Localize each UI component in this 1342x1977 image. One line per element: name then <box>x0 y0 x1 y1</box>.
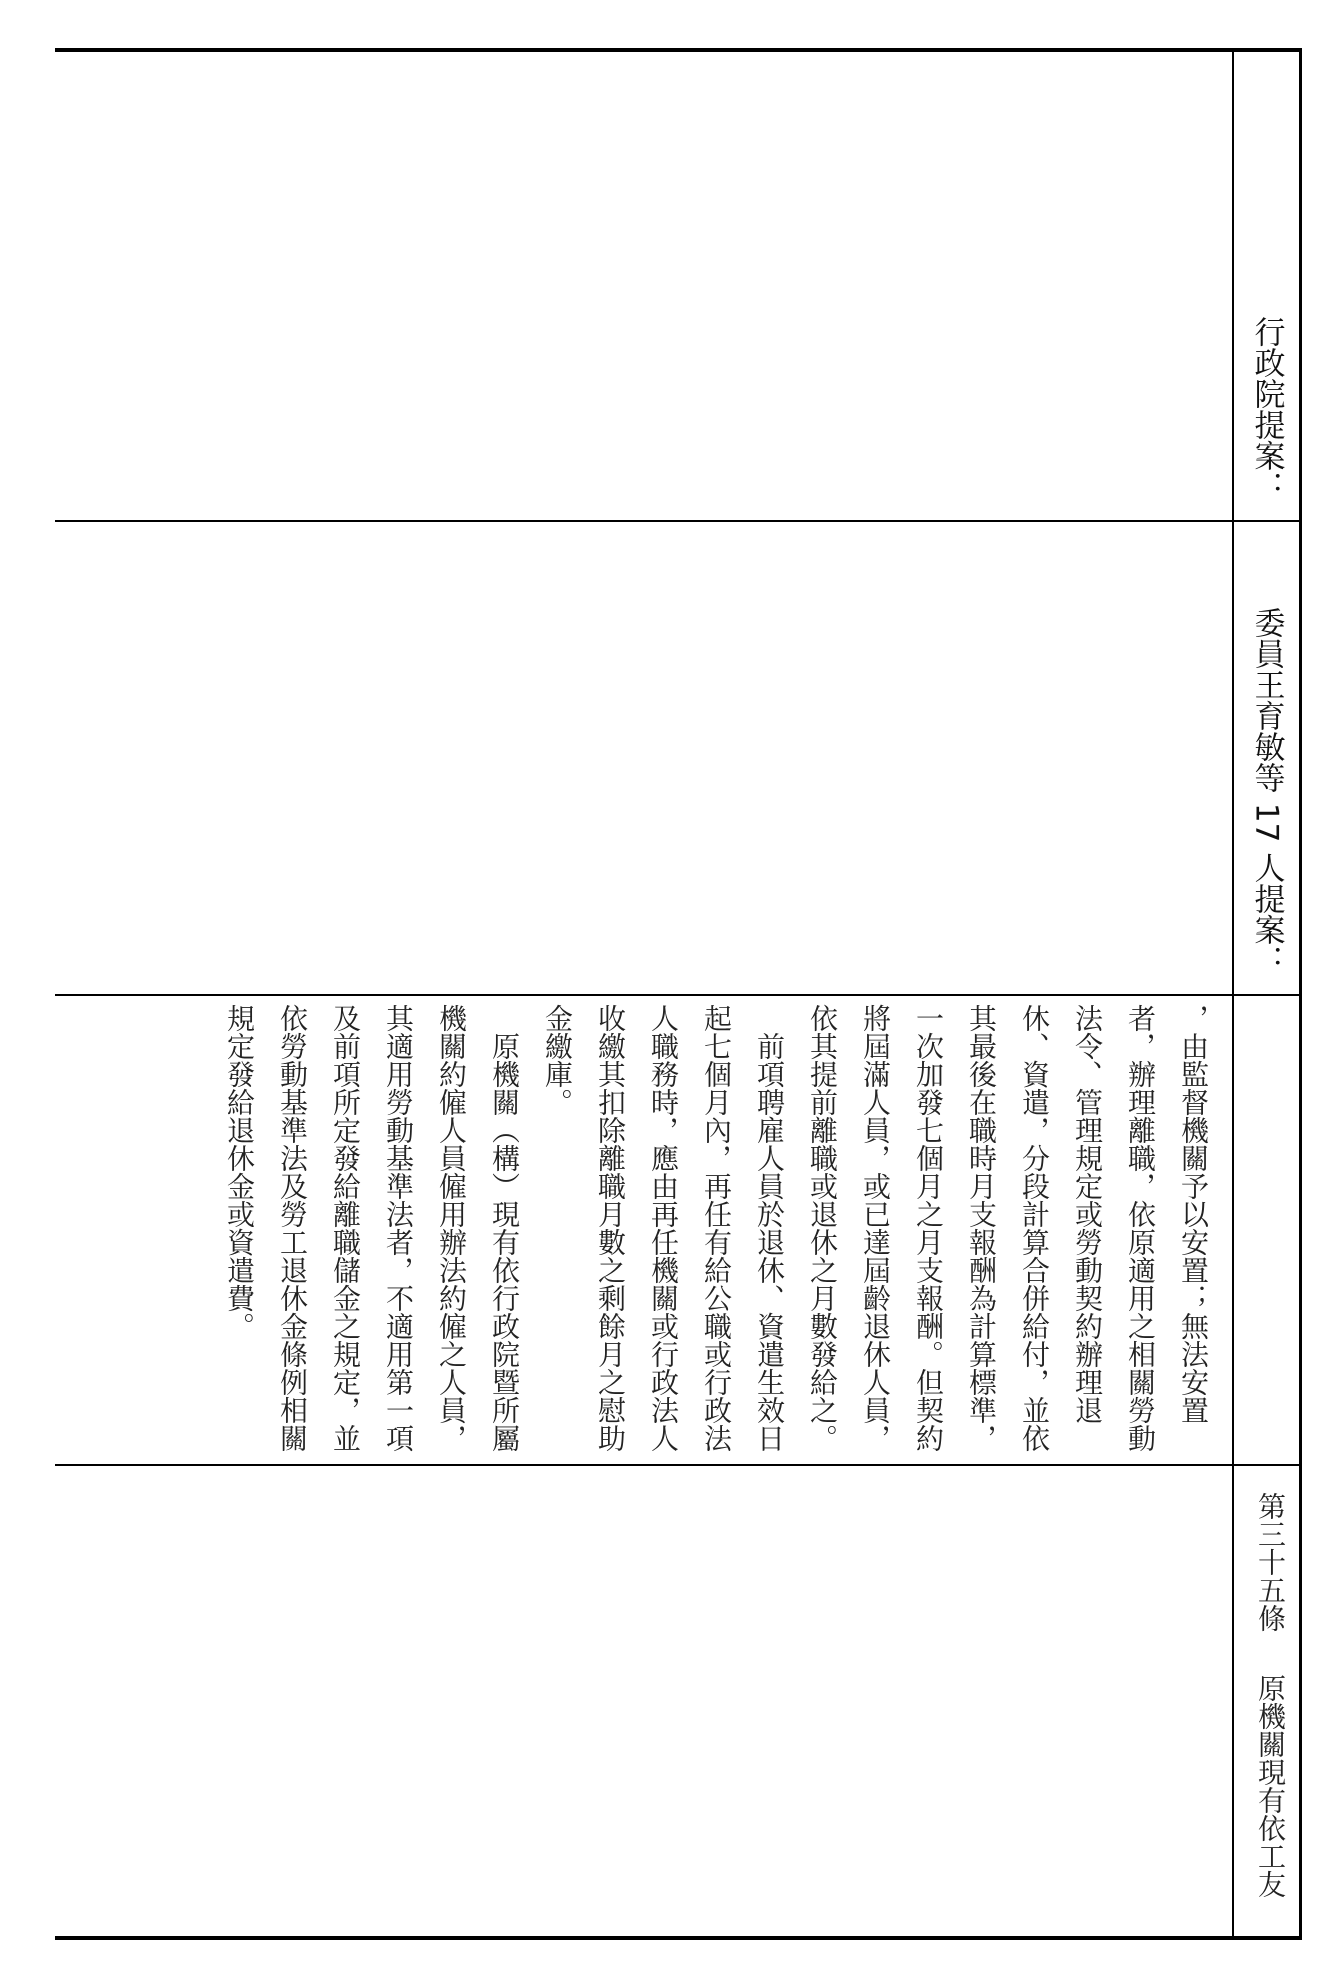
continuation-paragraph-2: 前項聘雇人員於退休、資遣生效日起七個月內，再任有給公職或行政法人職務時，應由再任機關或行政法人收繳其扣除離職月數之剩餘月之慰助金繳庫。 <box>541 1004 786 1452</box>
legislator-proposal-header <box>1234 522 1300 994</box>
article-cell <box>1234 1470 1300 1930</box>
continuation-paragraph-3: 原機關（構）現有依行政院暨所屬機關約僱人員僱用辦法約僱之人員，其適用勞動基準法者，不適用第一項及前項所定發給離職儲金之規定，並依勞動基準法及勞工退休金條例相關規定發給退休金或資遣費。 <box>223 1004 521 1452</box>
row-divider-2 <box>55 994 1300 996</box>
legislator-proposal-label: 委員王育敏等 17 人提案： <box>1248 606 1285 976</box>
table-top-border <box>55 48 1300 52</box>
article-number: 第三十五條 <box>1254 1492 1287 1632</box>
row-divider-3 <box>55 1464 1300 1466</box>
executive-proposal-label: 行政院提案： <box>1248 316 1285 502</box>
article-continuation-text <box>70 1004 1220 1459</box>
executive-proposal-header <box>1234 52 1300 520</box>
article-text-start: 原機關現有依工友 <box>1254 1674 1287 1898</box>
row-divider-1 <box>55 520 1300 522</box>
continuation-paragraph-1: ，由監督機關予以安置；無法安置者，辦理離職，依原適用之相關勞動法令、管理規定或勞動契約辦理退休、資遣，分段計算合併給付，並依其最後在職時月支報酬為計算標準，一次加發七個月之月支報酬。但契約將屆滿人員，或已達屆齡退休人員，依其提前離職或退休之月數發給之。 <box>806 1004 1210 1452</box>
table-bottom-border <box>55 1936 1300 1940</box>
